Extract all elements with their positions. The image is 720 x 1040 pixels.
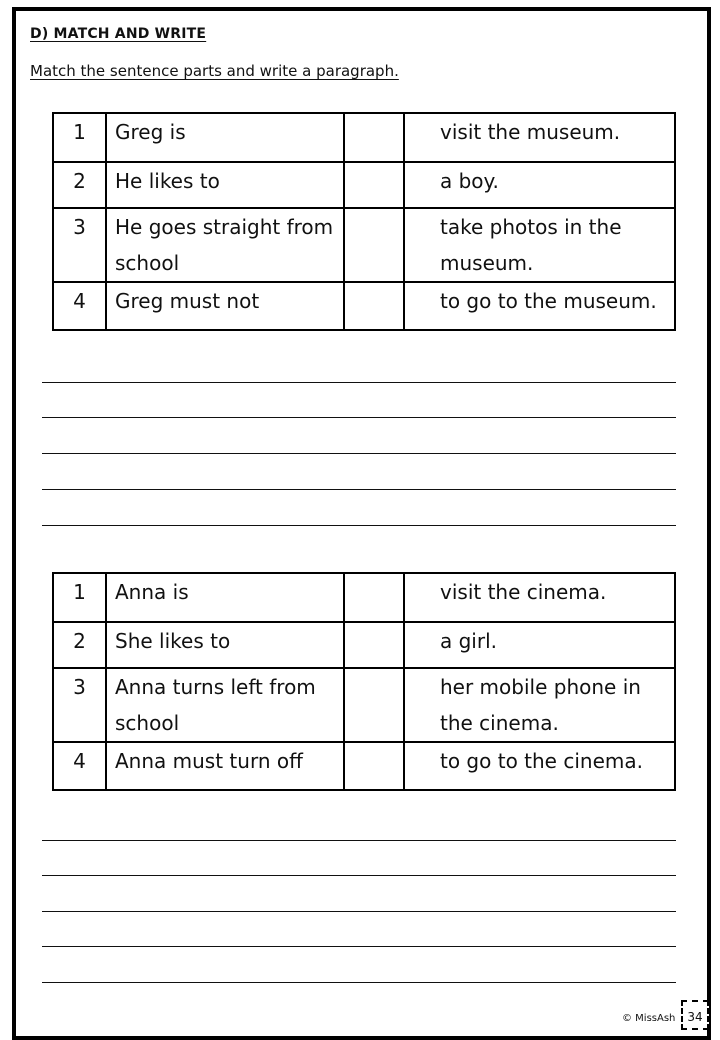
writing-line[interactable] bbox=[42, 417, 676, 418]
table-row bbox=[53, 162, 675, 208]
writing-line[interactable] bbox=[42, 525, 676, 526]
sentence-start: He goes straight from school bbox=[106, 208, 344, 282]
writing-line[interactable] bbox=[42, 875, 676, 876]
match-answer-cell[interactable] bbox=[344, 282, 404, 330]
sentence-start: She likes to bbox=[106, 622, 344, 668]
table-row bbox=[53, 113, 675, 162]
sentence-start: Anna must turn off bbox=[106, 742, 344, 790]
writing-line[interactable] bbox=[42, 453, 676, 454]
match-table-2 bbox=[52, 572, 676, 791]
match-answer-cell[interactable] bbox=[344, 622, 404, 668]
row-number: 2 bbox=[53, 162, 106, 208]
writing-line[interactable] bbox=[42, 911, 676, 912]
writing-line[interactable] bbox=[42, 946, 676, 947]
sentence-end: her mobile phone in the cinema. bbox=[404, 668, 675, 742]
sentence-end: to go to the museum. bbox=[404, 282, 675, 330]
section-title: D) MATCH AND WRITE bbox=[30, 26, 207, 42]
sentence-start: He likes to bbox=[106, 162, 344, 208]
instruction-text: Match the sentence parts and write a paragraph. bbox=[30, 62, 399, 80]
match-answer-cell[interactable] bbox=[344, 742, 404, 790]
sentence-end: a boy. bbox=[404, 162, 675, 208]
sentence-end: to go to the cinema. bbox=[404, 742, 675, 790]
row-number: 4 bbox=[53, 742, 106, 790]
match-answer-cell[interactable] bbox=[344, 113, 404, 162]
table-row bbox=[53, 573, 675, 622]
row-number: 2 bbox=[53, 622, 106, 668]
sentence-start: Anna turns left from school bbox=[106, 668, 344, 742]
sentence-start: Greg is bbox=[106, 113, 344, 162]
sentence-end: a girl. bbox=[404, 622, 675, 668]
sentence-end: visit the cinema. bbox=[404, 573, 675, 622]
row-number: 3 bbox=[53, 668, 106, 742]
writing-line[interactable] bbox=[42, 982, 676, 983]
match-answer-cell[interactable] bbox=[344, 162, 404, 208]
table-row bbox=[53, 622, 675, 668]
row-number: 1 bbox=[53, 113, 106, 162]
table-row bbox=[53, 742, 675, 790]
sentence-start: Greg must not bbox=[106, 282, 344, 330]
sentence-start: Anna is bbox=[106, 573, 344, 622]
table-row bbox=[53, 668, 675, 742]
match-answer-cell[interactable] bbox=[344, 573, 404, 622]
row-number: 3 bbox=[53, 208, 106, 282]
row-number: 4 bbox=[53, 282, 106, 330]
copyright-text: © MissAsh bbox=[622, 1013, 676, 1024]
sentence-end: take photos in the museum. bbox=[404, 208, 675, 282]
match-table-1 bbox=[52, 112, 676, 331]
row-number: 1 bbox=[53, 573, 106, 622]
writing-line[interactable] bbox=[42, 382, 676, 383]
match-answer-cell[interactable] bbox=[344, 668, 404, 742]
table-row bbox=[53, 282, 675, 330]
match-answer-cell[interactable] bbox=[344, 208, 404, 282]
sentence-end: visit the museum. bbox=[404, 113, 675, 162]
writing-line[interactable] bbox=[42, 840, 676, 841]
page-number: 34 bbox=[681, 1000, 709, 1030]
table-row bbox=[53, 208, 675, 282]
writing-line[interactable] bbox=[42, 489, 676, 490]
